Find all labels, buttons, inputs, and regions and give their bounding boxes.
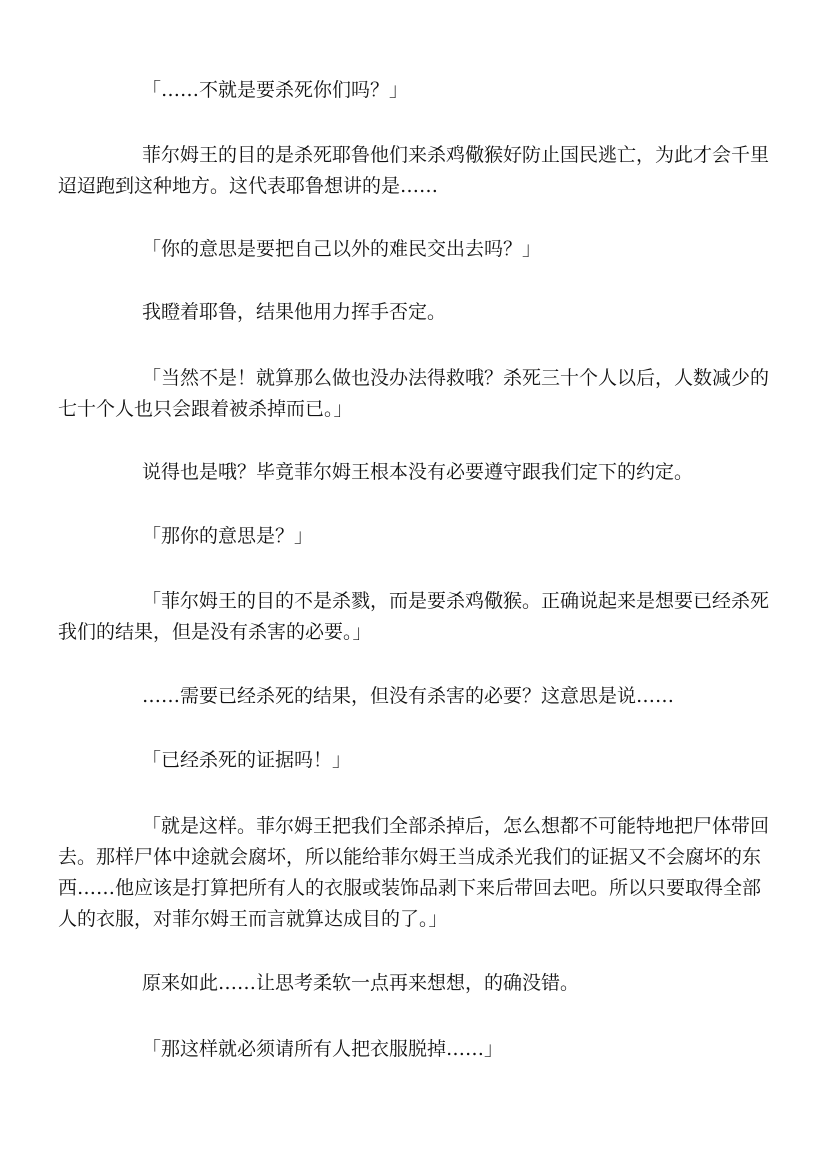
dialogue-paragraph: 「你的意思是要把自己以外的难民交出去吗？」 xyxy=(142,238,542,260)
narration-paragraph: 菲尔姆王的目的是杀死耶鲁他们来杀鸡儆猴好防止国民逃亡，为此才会千里迢迢跑到这种地方。这代表耶鲁想讲的是…… xyxy=(58,144,770,197)
dialogue-paragraph: 「菲尔姆王的目的不是杀戮，而是要杀鸡儆猴。正确说起来是想要已经杀死我们的结果，但是没有杀害的必要。」 xyxy=(58,590,770,643)
dialogue-paragraph: 「已经杀死的证据吗！」 xyxy=(142,749,352,771)
dialogue-paragraph: 「那这样就必须请所有人把衣服脱掉……」 xyxy=(142,1038,504,1060)
dialogue-paragraph: 「那你的意思是？」 xyxy=(142,525,314,547)
narration-paragraph: 我瞪着耶鲁，结果他用力挥手否定。 xyxy=(142,301,447,323)
narration-paragraph: 说得也是哦？毕竟菲尔姆王根本没有必要遵守跟我们定下的约定。 xyxy=(142,461,694,483)
narration-paragraph: ……需要已经杀死的结果，但没有杀害的必要？这意思是说…… xyxy=(142,685,675,707)
dialogue-paragraph: 「就是这样。菲尔姆王把我们全部杀掉后，怎么想都不可能特地把尸体带回去。那样尸体中途就会腐坏，所以能给菲尔姆王当成杀光我们的证据又不会腐坏的东西……他应该是打算把所有人的衣服或装饰品剥下来后带回去吧。所以只要取得全部人的衣服，对菲尔姆王而言就算达成目的了。」 xyxy=(58,815,770,930)
narration-paragraph: 原来如此……让思考柔软一点再来想想，的确没错。 xyxy=(142,972,580,994)
dialogue-paragraph: 「当然不是！就算那么做也没办法得救哦？杀死三十个人以后，人数减少的七十个人也只会跟着被杀掉而已。」 xyxy=(58,367,770,420)
dialogue-paragraph: 「……不就是要杀死你们吗？」 xyxy=(142,79,409,101)
